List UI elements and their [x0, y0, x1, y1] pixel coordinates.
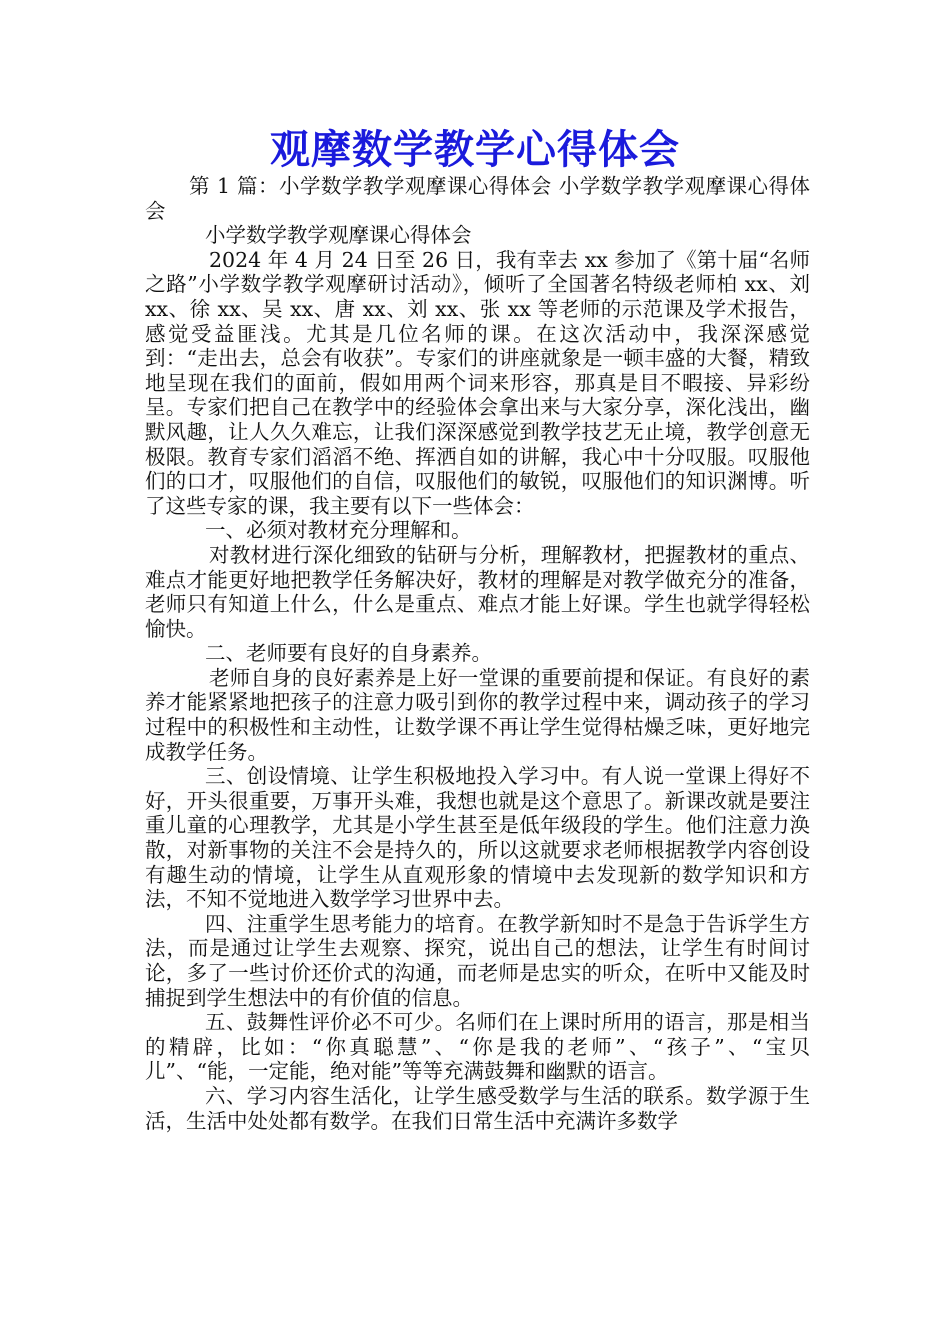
paragraph-7: 老师自身的良好素养是上好一堂课的重要前提和保证。有良好的素养才能紧紧地把孩子的注意力吸引到你的教学过程中来，调动孩子的学习过程中的积极性和主动性，让数学课不再让学生觉得枯燥乏味，更好地完成教学任务。 — [145, 665, 810, 764]
paragraph-11: 六、学习内容生活化，让学生感受数学与生活的联系。数学源于生活，生活中处处都有数学。在我们日常生活中充满许多数学 — [145, 1083, 810, 1133]
paragraph-8: 三、创设情境、让学生积极地投入学习中。有人说一堂课上得好不好，开头很重要，万事开头难，我想也就是这个意思了。新课改就是要注重儿童的心理教学，尤其是小学生甚至是低年级段的学生。他们注意力涣散，对新事物的关注不会是持久的，所以这就要求老师根据教学内容创设有趣生动的情境，让学生从直观形象的情境中去发现新的数学知识和方法，不知不觉地进入数学学习世界中去。 — [145, 764, 810, 912]
paragraph-4: 一、必须对教材充分理解和。 — [205, 518, 472, 543]
paragraph-10: 五、鼓舞性评价必不可少。名师们在上课时所用的语言，那是相当的精辟，比如：“你真聪慧”、“你是我的老师”、“孩子”、“宝贝儿”、“能，一定能，绝对能”等等充满鼓舞和幽默的语言。 — [145, 1010, 810, 1084]
paragraph-2: 小学数学教学观摩课心得体会 — [205, 223, 472, 248]
document-body — [145, 174, 810, 1133]
paragraph-1: 第 1 篇：小学数学教学观摩课心得体会 小学数学教学观摩课心得体会 — [145, 174, 810, 223]
paragraph-9: 四、注重学生思考能力的培育。在教学新知时不是急于告诉学生方法，而是通过让学生去观察、探究，说出自己的想法，让学生有时间讨论，多了一些讨价还价式的沟通，而老师是忠实的听众，在听中又能及时捕捉到学生想法中的有价值的信息。 — [145, 911, 810, 1010]
paragraph-5: 对教材进行深化细致的钻研与分析，理解教材，把握教材的重点、难点才能更好地把教学任务解决好，教材的理解是对教学做充分的准备，老师只有知道上什么，什么是重点、难点才能上好课。学生也就学得轻松愉快。 — [145, 542, 810, 641]
paragraph-6: 二、老师要有良好的自身素养。 — [205, 641, 492, 666]
document-title: 观摩数学教学心得体会 — [270, 126, 680, 173]
paragraph-3: 2024 年 4 月 24 日至 26 日，我有幸去 xx 参加了《第十届“名师之路”小学数学教学观摩研讨活动》，倾听了全国著名特级老师柏 xx、刘 xx、徐 xx、吴 xx、唐 xx、刘 xx、张 xx 等老师的示范课及学术报告，感觉受益匪浅。尤其是几位名师的课。在这次活动中，我深深感觉到：“走出去，总会有收获”。专家们的讲座就象是一顿丰盛的大餐，精致地呈现在我们的面前，假如用两个词来形容，那真是目不暇接、异彩纷呈。专家们把自己在教学中的经验体会拿出来与大家分享，深化浅出，幽默风趣，让人久久难忘，让我们深深感觉到教学技艺无止境，教学创意无极限。教育专家们滔滔不绝、挥洒自如的讲解，我心中十分叹服。叹服他们的口才，叹服他们的自信，叹服他们的敏锐，叹服他们的知识渊博。听了这些专家的课，我主要有以下一些体会： — [145, 247, 810, 518]
